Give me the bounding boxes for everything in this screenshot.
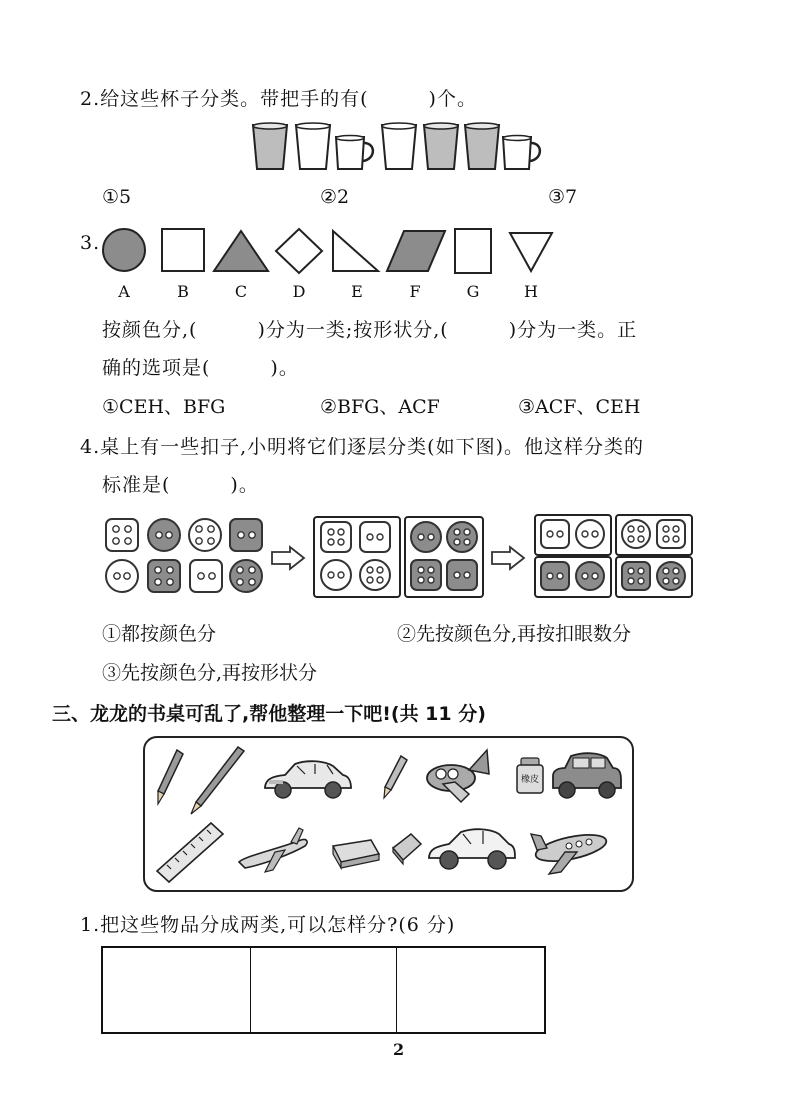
q3-number: 3. [80, 232, 101, 254]
arrow-right-icon [490, 545, 526, 571]
shape-label-h: H [524, 282, 538, 301]
toy-airplane-icon [529, 822, 613, 878]
q4-line2: 标准是( )。 [102, 474, 259, 496]
sub1-text: 1.把这些物品分成两类,可以怎样分?(6 分) [80, 914, 456, 936]
q3-option-1[interactable]: ①CEH、BFG [102, 396, 226, 418]
answer-cell-1[interactable] [103, 948, 251, 1032]
group-grey-two-holes [534, 556, 612, 598]
cup-white-glass-icon [379, 122, 419, 172]
q2-option-3[interactable]: ③7 [548, 186, 578, 208]
eraser-block-icon [327, 836, 383, 870]
group-white-two-holes [534, 514, 612, 556]
q2-option-2[interactable]: ②2 [320, 186, 350, 208]
q3-option-2[interactable]: ②BFG、ACF [320, 396, 440, 418]
shape-e-white-right-triangle-icon [329, 228, 381, 274]
cup-grey-glass-icon [421, 122, 461, 172]
shape-label-a: A [118, 282, 130, 301]
group-white-buttons [313, 516, 401, 598]
desk-items-panel [143, 736, 634, 892]
page-number: 2 [393, 1040, 405, 1059]
q2-option-1[interactable]: ①5 [102, 186, 132, 208]
shape-label-d: D [292, 282, 306, 301]
group-grey-four-holes [615, 556, 693, 598]
answer-cell-3[interactable] [396, 948, 544, 1032]
shape-h-white-inverted-triangle-icon [507, 230, 555, 274]
button-grid-unsorted [104, 516, 264, 596]
pencil-short-icon [153, 746, 187, 808]
shape-c-grey-triangle-icon [211, 228, 271, 274]
cup-grey-glass-icon [462, 122, 502, 172]
cup-mug-icon [334, 134, 378, 172]
shape-label-g: G [466, 282, 480, 301]
car-sedan-icon [261, 756, 353, 804]
answer-cell-2[interactable] [250, 948, 397, 1032]
ruler-icon [153, 820, 227, 884]
q3-option-3[interactable]: ③ACF、CEH [518, 396, 641, 418]
shape-f-grey-parallelogram-icon [384, 228, 448, 274]
q3-line1: 按颜色分,( )分为一类;按形状分,( )分为一类。正 [102, 319, 638, 341]
cup-white-glass-icon [293, 122, 333, 172]
shape-label-c: C [234, 282, 248, 301]
q4-option-2[interactable]: ②先按颜色分,再按扣眼数分 [397, 623, 632, 645]
section-3-title: 三、龙龙的书桌可乱了,帮他整理一下吧!(共 11 分) [52, 703, 486, 725]
q3-line2: 确的选项是( )。 [102, 357, 299, 379]
eraser-small-icon [389, 830, 425, 866]
q2-text: 2.给这些杯子分类。带把手的有( )个。 [80, 88, 477, 110]
answer-table [101, 946, 546, 1034]
cartoon-airplane-icon [421, 744, 493, 804]
q4-line1: 4.桌上有一些扣子,小明将它们逐层分类(如下图)。他这样分类的 [80, 436, 644, 458]
group-grey-buttons [404, 516, 484, 598]
car-convertible-icon [425, 824, 519, 874]
airplane-icon [235, 826, 311, 876]
shape-d-white-diamond-icon [273, 226, 325, 276]
q4-option-1[interactable]: ①都按颜色分 [102, 623, 217, 645]
group-white-four-holes [615, 514, 693, 556]
shape-label-b: B [177, 282, 189, 301]
shape-b-white-square-icon [159, 226, 207, 274]
eraser-label: 橡皮 [520, 775, 539, 785]
shape-a-grey-circle-icon [100, 226, 148, 274]
arrow-right-icon [270, 545, 306, 571]
shape-g-white-rectangle-icon [452, 226, 494, 276]
cup-grey-glass-icon [250, 122, 290, 172]
pencil-stub-icon [377, 752, 411, 802]
cartoon-car-icon [549, 750, 625, 802]
q4-option-3[interactable]: ③先按颜色分,再按形状分 [102, 662, 318, 684]
cup-mug-icon [501, 134, 545, 172]
pencil-long-icon [187, 744, 247, 816]
shape-label-f: F [409, 282, 421, 301]
shape-label-e: E [351, 282, 363, 301]
